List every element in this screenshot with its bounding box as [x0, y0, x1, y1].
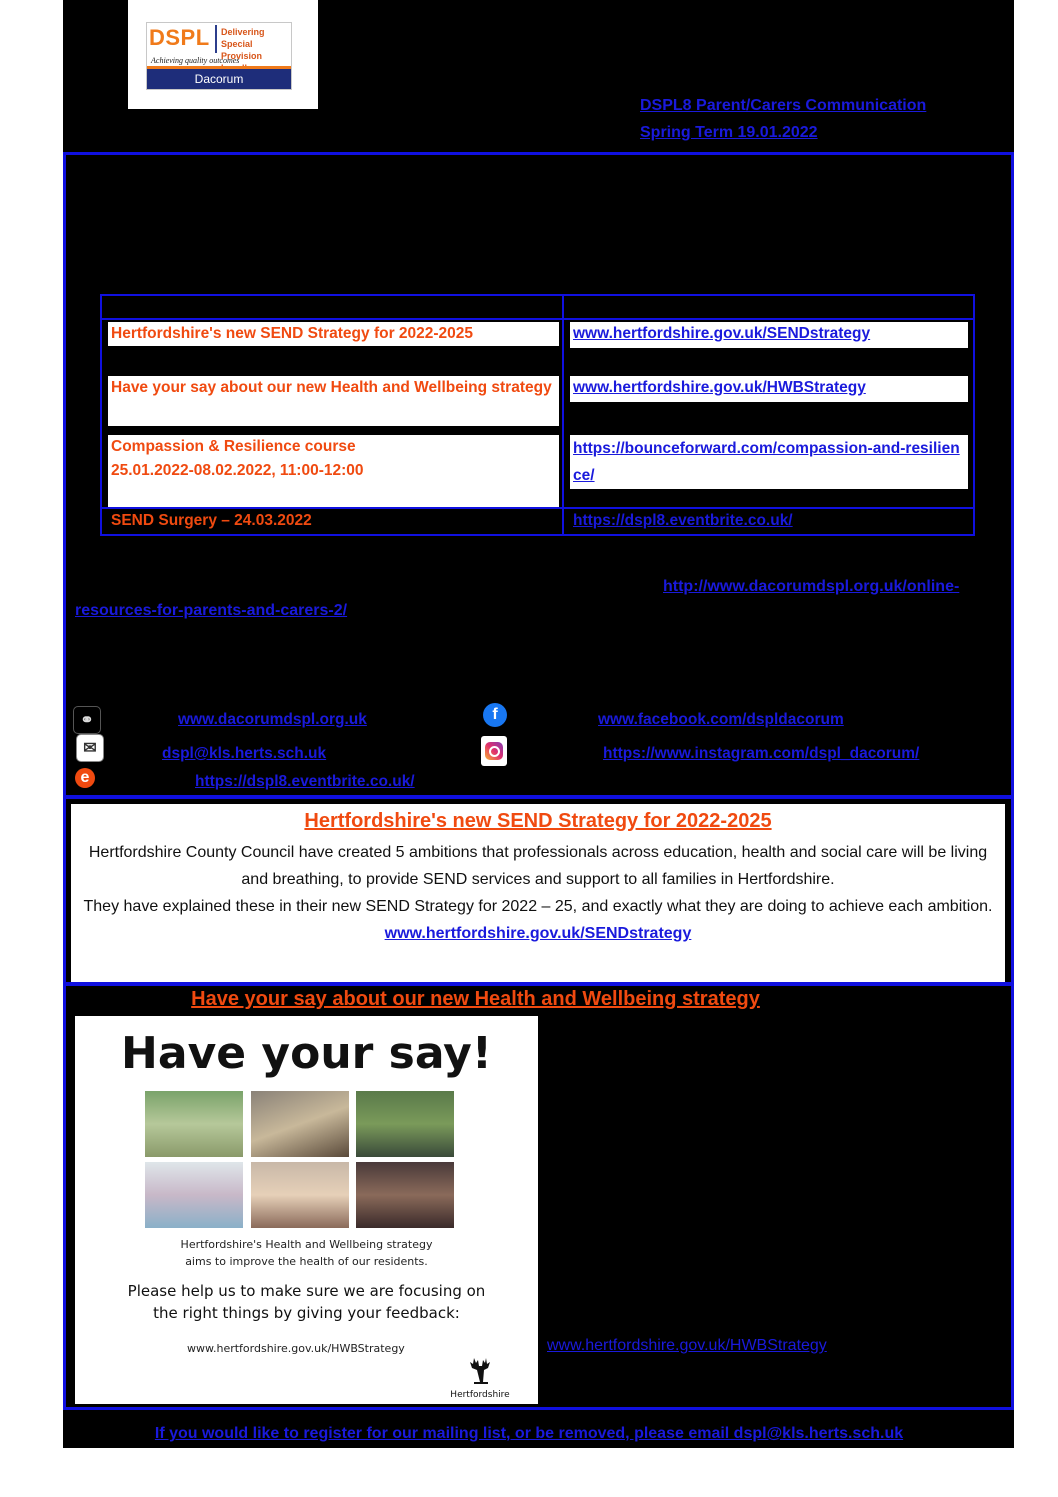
event-link[interactable]: https://dspl8.eventbrite.co.uk/ — [573, 512, 793, 529]
event-cell: SEND Surgery – 24.03.2022 — [111, 512, 312, 529]
event-line: Compassion & Resilience course — [111, 438, 356, 455]
event-date-line: 25.01.2022-08.02.2022, 11:00-12:00 — [111, 462, 364, 479]
facebook-link[interactable]: www.facebook.com/dspldacorum — [598, 711, 844, 728]
send-strategy-link[interactable]: www.hertfordshire.gov.uk/SENDstrategy — [384, 925, 692, 942]
event-link[interactable]: www.hertfordshire.gov.uk/SENDstrategy — [573, 325, 871, 342]
table-header-divider — [102, 318, 973, 320]
send-strategy-section — [71, 804, 1005, 982]
photo-sofa — [356, 1162, 454, 1228]
hertfordshire-logo — [450, 1348, 510, 1400]
logo-divider — [215, 25, 217, 53]
send-section-body — [71, 839, 1005, 947]
send-para2-text: They have explained these in their new SEND Strategy for 2022 – 25, and exactly what they are doing to achieve each ambition. — [83, 898, 993, 915]
event-link[interactable]: https://bounceforward.com/compassion-and-resilience/ — [573, 440, 960, 484]
poster-heading: Have your say! — [121, 1028, 492, 1079]
title-line2: Spring Term 19.01.2022 — [640, 124, 818, 141]
email-link[interactable]: dspl@kls.herts.sch.uk — [162, 745, 327, 762]
photo-yoga — [145, 1091, 243, 1157]
send-para1: Hertfordshire County Council have created 5 ambitions that professionals across education, health and social care will be living and breathing, to provide SEND services and support to all families in Hertfordshire. — [88, 844, 988, 888]
logo-abbrev: DSPL — [149, 25, 210, 50]
send-section-title: Hertfordshire's new SEND Strategy for 2022-2025 — [304, 810, 772, 832]
event-cell — [108, 435, 559, 507]
event-link-cell — [570, 322, 968, 348]
table-col-divider — [562, 296, 564, 534]
poster-ask — [75, 1280, 538, 1324]
newsletter-title[interactable] — [640, 92, 926, 146]
eventbrite-icon: e — [75, 768, 95, 788]
globe-icon: ⚭ — [73, 706, 101, 734]
poster-ask-line1: Please help us to make sure we are focusing on — [127, 1282, 486, 1300]
event-link-cell — [570, 435, 968, 489]
hwb-section-title: Have your say about our new Health and Wellbeing strategy — [191, 988, 760, 1010]
photo-stretching — [145, 1162, 243, 1228]
hwb-strategy-link[interactable]: www.hertfordshire.gov.uk/HWBStrategy — [547, 1337, 827, 1354]
facebook-icon: f — [483, 703, 507, 727]
poster-caption — [75, 1236, 538, 1270]
send-para2 — [81, 893, 995, 947]
stag-icon — [450, 1348, 510, 1388]
instagram-link[interactable]: https://www.instagram.com/dspl_dacorum/ — [603, 745, 920, 762]
photo-family-park — [356, 1091, 454, 1157]
photo-kitchen — [251, 1091, 349, 1157]
events-table — [100, 294, 975, 536]
logo-tagline-line2: Provision — [221, 51, 263, 61]
event-cell: Have your say about our new Health and Wellbeing strategy — [108, 376, 559, 426]
poster-caption-line1: Hertfordshire's Health and Wellbeing strategy — [180, 1238, 433, 1251]
event-link-cell — [570, 376, 968, 402]
instagram-icon — [481, 736, 507, 766]
website-link[interactable]: www.dacorumdspl.org.uk — [178, 711, 367, 728]
resources-link-part1[interactable]: http://www.dacorumdspl.org.uk/online- — [663, 578, 960, 595]
poster-caption-line2: aims to improve the health of our residents. — [185, 1255, 428, 1268]
event-cell: Hertfordshire's new SEND Strategy for 2022-2025 — [108, 322, 559, 346]
mailing-list-footer[interactable]: If you would like to register for our mailing list, or be removed, please email dspl@kls.herts.sch.uk — [154, 1425, 904, 1442]
poster-logo-text: Hertfordshire — [450, 1390, 510, 1400]
logo-frame — [146, 22, 292, 90]
email-icon: ✉ — [76, 734, 104, 762]
logo-slogan: Achieving quality outcomes — [151, 56, 240, 65]
dspl-logo — [128, 0, 318, 109]
event-link[interactable]: www.hertfordshire.gov.uk/HWBStrategy — [573, 379, 866, 396]
logo-area: Dacorum — [147, 69, 291, 89]
title-line1: DSPL8 Parent/Carers Communication — [640, 97, 927, 114]
logo-tagline-line1: Delivering Special — [221, 27, 265, 49]
event-link-cell — [570, 509, 968, 533]
have-your-say-poster — [75, 1016, 538, 1404]
poster-ask-line2: the right things by giving your feedback: — [153, 1304, 460, 1322]
poster-url: www.hertfordshire.gov.uk/HWBStrategy — [187, 1342, 405, 1355]
resources-link-part2[interactable]: resources-for-parents-and-carers-2/ — [75, 602, 348, 619]
photo-couple — [251, 1162, 349, 1228]
eventbrite-link[interactable]: https://dspl8.eventbrite.co.uk/ — [195, 773, 415, 790]
